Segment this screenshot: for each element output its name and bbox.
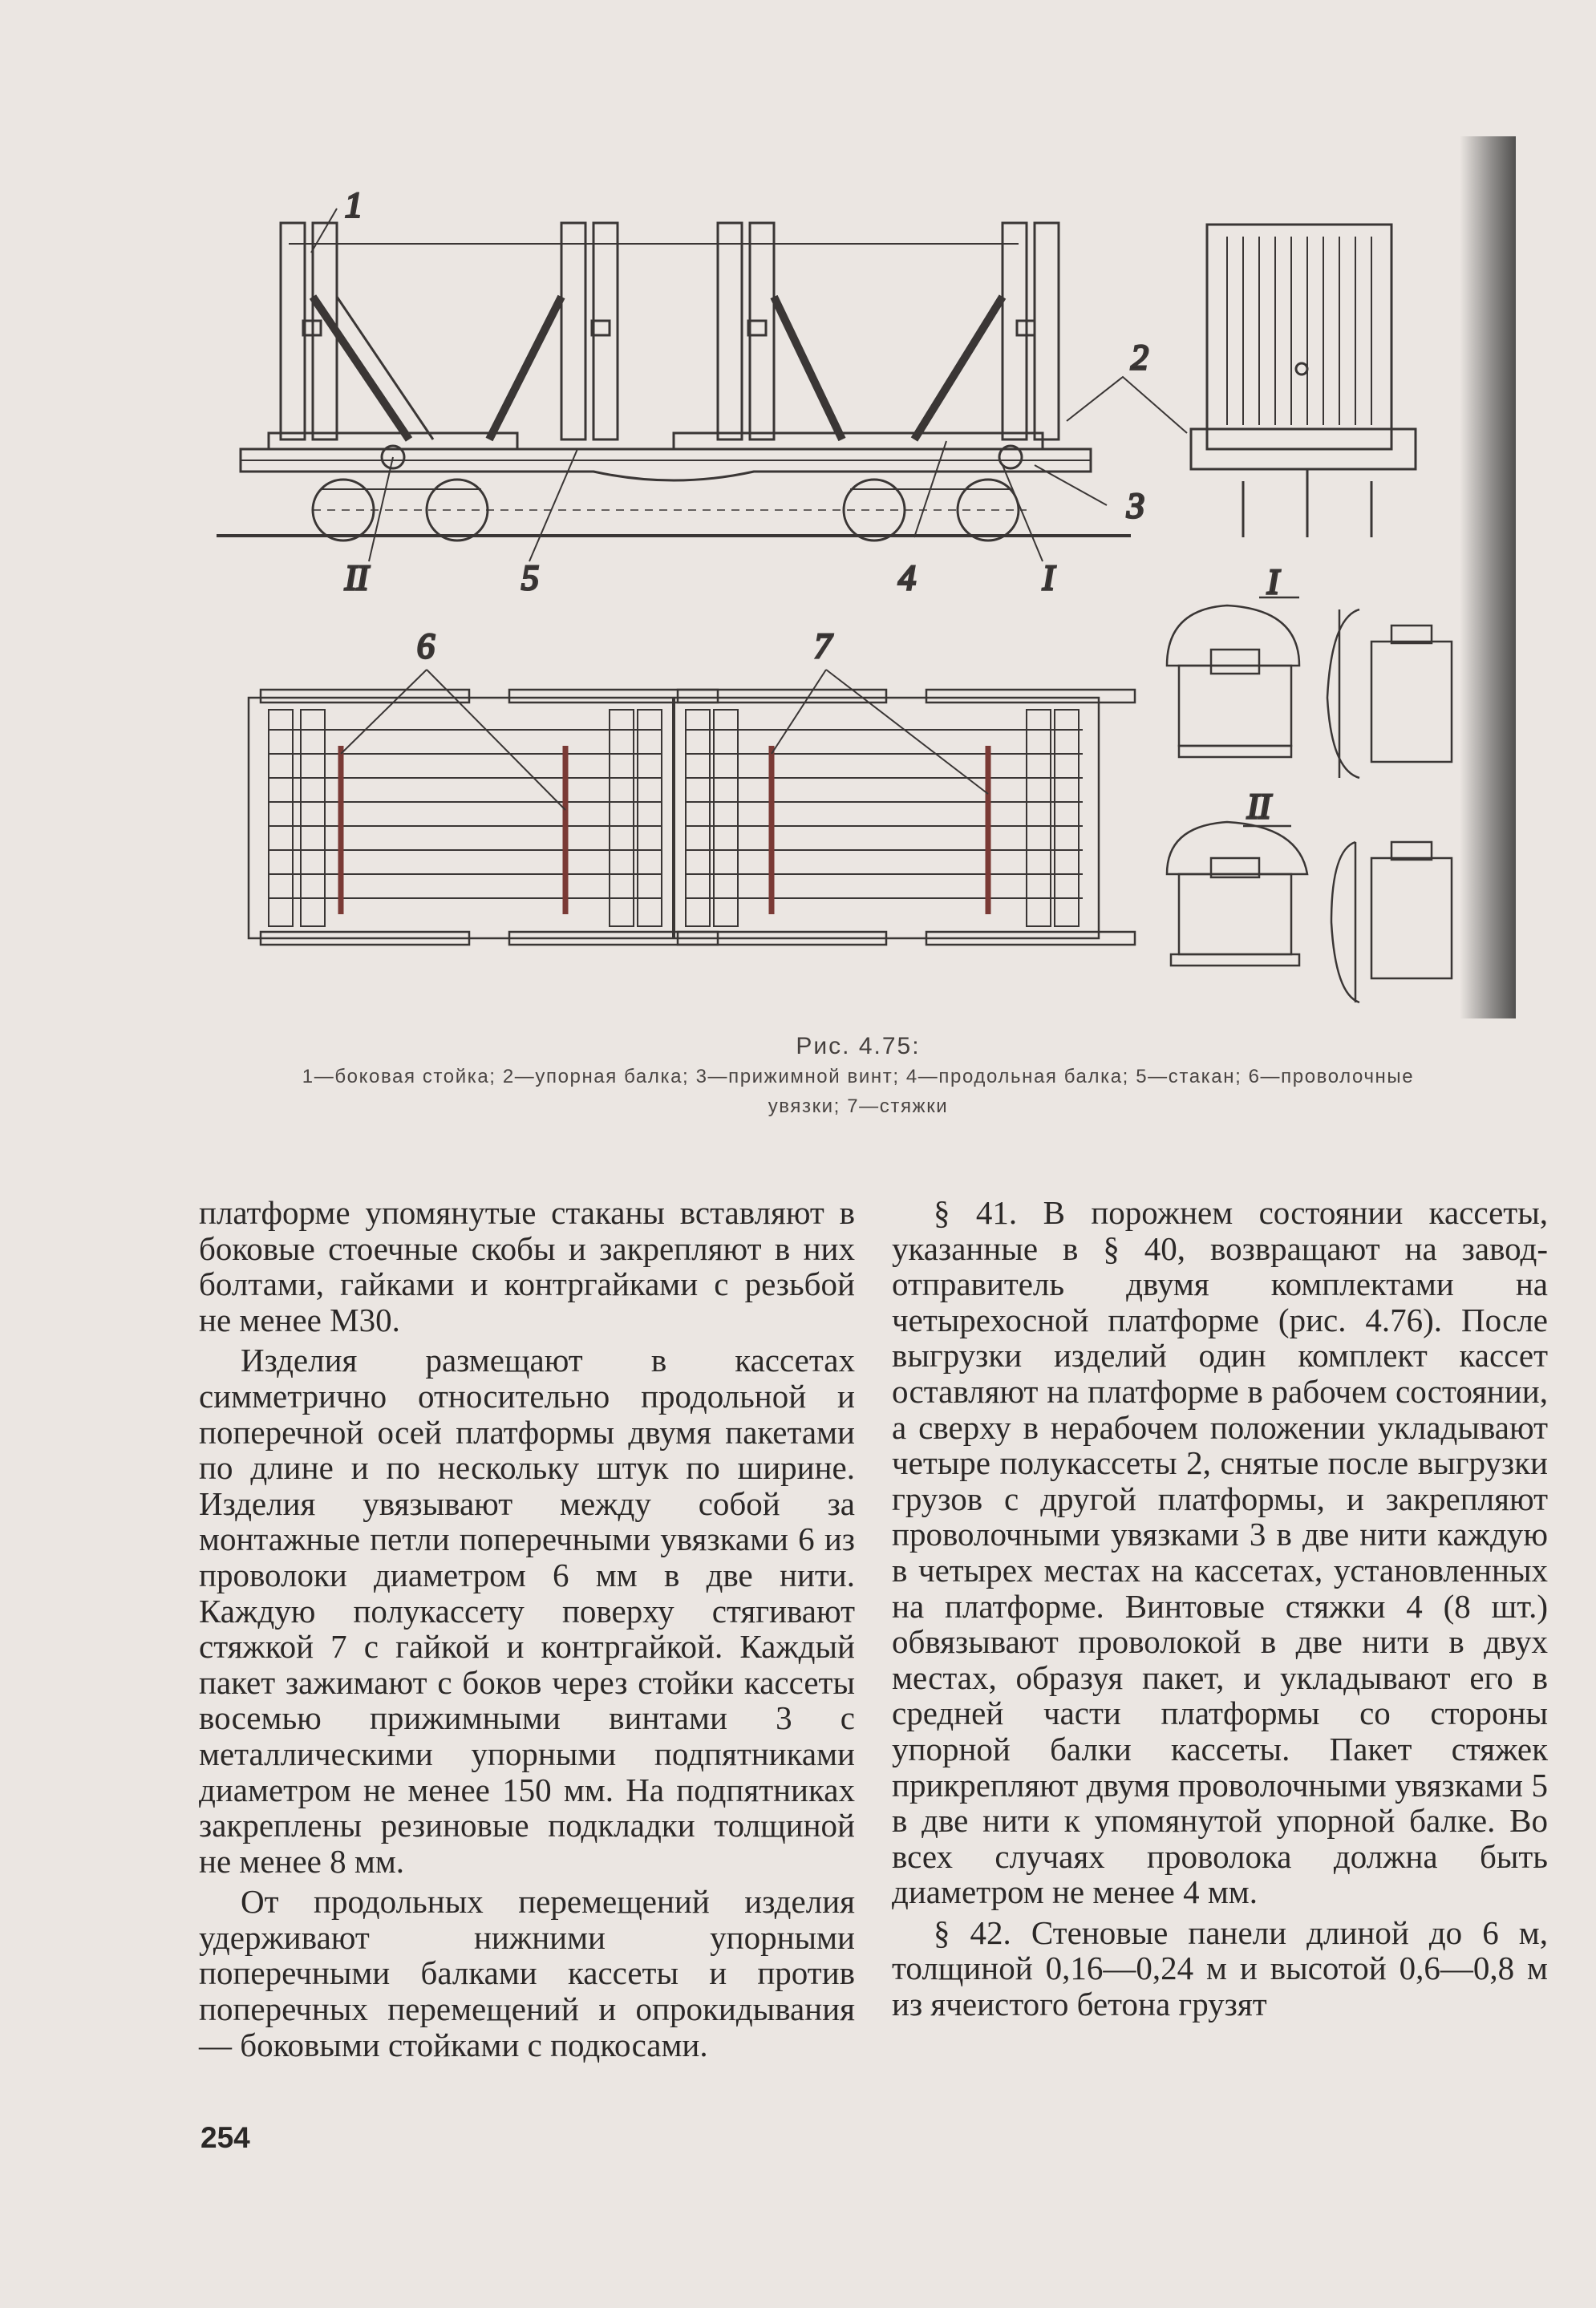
text-column-right (892, 1195, 1548, 2023)
caption-legend-line-2: увязки; 7—стяжки (768, 1095, 949, 1117)
text-column-left (199, 1195, 855, 2063)
page-number: 254 (201, 2121, 250, 2154)
label-6: 6 (417, 626, 435, 666)
detail-II-label: II (1247, 787, 1271, 826)
figure-caption (192, 1033, 1524, 1120)
label-I: I (1043, 558, 1055, 597)
label-1: 1 (345, 185, 363, 225)
left-paragraph-3: От продольных перемещений изделия удерживают нижними упорными поперечными балками кассеты и против поперечных перемещений и опрокидывания — боковыми стойками с подкосами. (199, 1883, 855, 2063)
label-4: 4 (898, 558, 916, 597)
technical-drawing (192, 136, 1524, 1035)
label-3: 3 (1127, 486, 1144, 525)
label-5: 5 (521, 558, 539, 597)
right-paragraph-2: § 42. Стеновые панели длиной до 6 м, толщиной 0,16—0,24 м и высотой 0,6—0,8 м из ячеистого бетона грузят (892, 1913, 1548, 2023)
label-7: 7 (814, 626, 832, 666)
label-II: II (345, 558, 369, 597)
figure-4-75 (192, 136, 1524, 1035)
scan-edge-shadow (1460, 136, 1516, 1018)
plan-view (249, 670, 1135, 945)
left-paragraph-1: платформе упомянутые стаканы вставляют в боковые стоечные скобы и закрепляют в них болтами, гайками и контргайками с резьбой не менее М30. (199, 1194, 855, 1338)
side-view (217, 209, 1416, 561)
detail-views (1167, 597, 1452, 1002)
detail-I-label: I (1267, 562, 1279, 601)
caption-title: Рис. 4.75: (796, 1033, 921, 1059)
label-2: 2 (1131, 338, 1148, 377)
caption-legend-line-1: 1—боковая стойка; 2—упорная балка; 3—прижимной винт; 4—продольная балка; 5—стакан; 6—проволочные (302, 1066, 1415, 1087)
left-paragraph-2: Изделия размещают в кассетах симметрично относительно продольной и поперечной осей платформы двумя пакетами по длине и по нескольку штук по ширине. Изделия увязывают между собой за монтажные петли поперечными увязками 6 из проволоки диаметром 6 мм в две нити. Каждую полукассету поверху стягивают стяжкой 7 с гайкой и контргайкой. Каждый пакет зажимают с боков через стойки кассеты восемью прижимными винтами 3 с металлическими упорными подпятниками диаметром не менее 150 мм. На подпятниках закреплены резиновые подкладки толщиной не менее 8 мм. (199, 1342, 855, 1880)
right-paragraph-1: § 41. В порожнем состоянии кассеты, указанные в § 40, возвращают на завод-отправитель двумя комплектами на четырехосной платформе (рис. 4.76). После выгрузки изделий один комплект кассет оставляют на платформе в рабочем состоянии, а сверху в нерабочем положении укладывают четыре полукассеты 2, снятые после выгрузки грузов с другой платформы, и закрепляют проволочными увязками 3 в две нити каждую в четырех местах на кассетах, установленных на платформе. Винтовые стяжки 4 (8 шт.) обвязывают проволокой в две нити в двух местах, образуя пакет, и укладывают его в средней части платформы со стороны упорной балки кассеты. Пакет стяжек прикрепляют двумя проволочными увязками 5 в две нити к упомянутой упорной балке. Во всех случаях проволока должна быть диаметром не менее 4 мм. (892, 1194, 1548, 1911)
